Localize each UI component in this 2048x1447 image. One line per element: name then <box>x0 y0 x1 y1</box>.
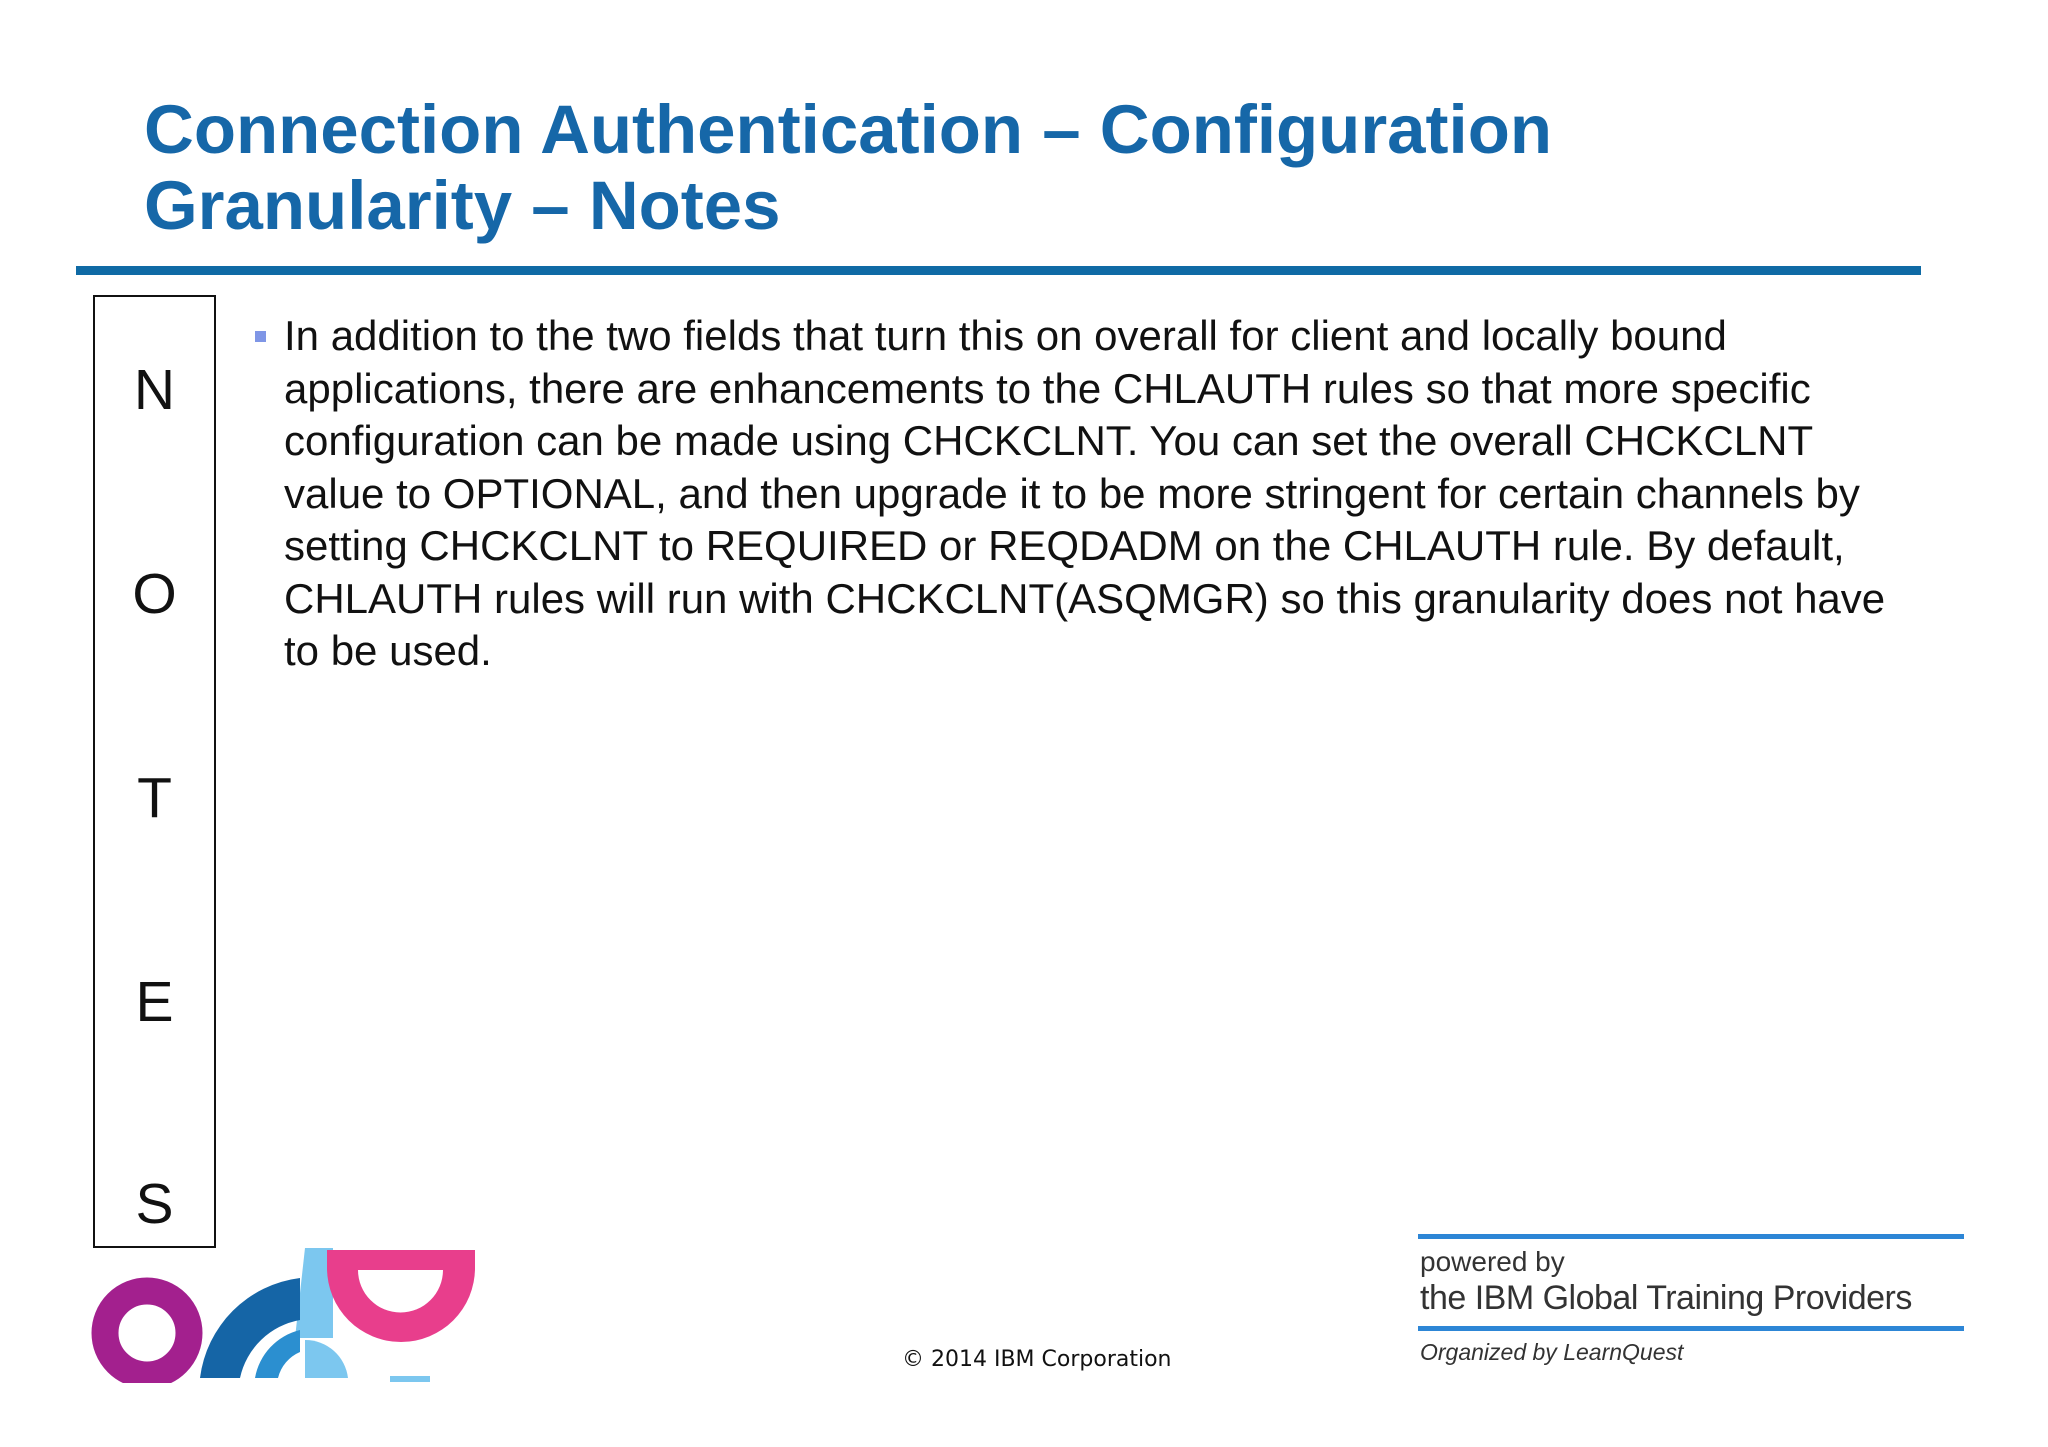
light-blue-quarter-shape <box>305 1340 348 1378</box>
notes-letter-n: N <box>133 358 176 422</box>
light-blue-bar-shape <box>390 1376 430 1382</box>
slide-title: Connection Authentication – Configuration Granularity – Notes <box>144 91 1552 244</box>
title-divider <box>76 266 1921 275</box>
bullet-square-icon <box>255 331 266 342</box>
notes-letter-e: E <box>135 970 174 1034</box>
organized-by-text: Organized by LearnQuest <box>1420 1339 1684 1365</box>
logo-bottom-rule <box>1418 1326 1964 1331</box>
notes-letter-s: S <box>135 1172 174 1236</box>
logo-top-rule <box>1418 1234 1964 1239</box>
copyright-text: © 2014 IBM Corporation <box>902 1347 1172 1372</box>
ibm-training-logo <box>1418 1234 1964 1370</box>
notes-letter-o: O <box>132 562 177 626</box>
magenta-ring-shape <box>105 1291 189 1375</box>
notes-panel <box>93 295 216 1248</box>
notes-letter-t: T <box>137 766 172 830</box>
decorative-shapes-graphic <box>90 1248 475 1383</box>
powered-by-text: powered by <box>1420 1246 1565 1277</box>
providers-text: the IBM Global Training Providers <box>1420 1279 1912 1317</box>
notes-bullet-text: In addition to the two fields that turn this on overall for client and locally bound applications, there are enhancements to the CHLAUTH rules so that more specific configuration can be made using CHCKCLNT. You can set the overall CHCKCLNT value to OPTIONAL, and then upgrade it to be more stringent for certain channels by setting CHCKCLNT to REQUIRED or REQDADM on the CHLAUTH rule. By default, CHLAUTH rules will run with CHCKCLNT(ASQMGR) so this granularity does not have to be used. <box>284 312 1886 674</box>
